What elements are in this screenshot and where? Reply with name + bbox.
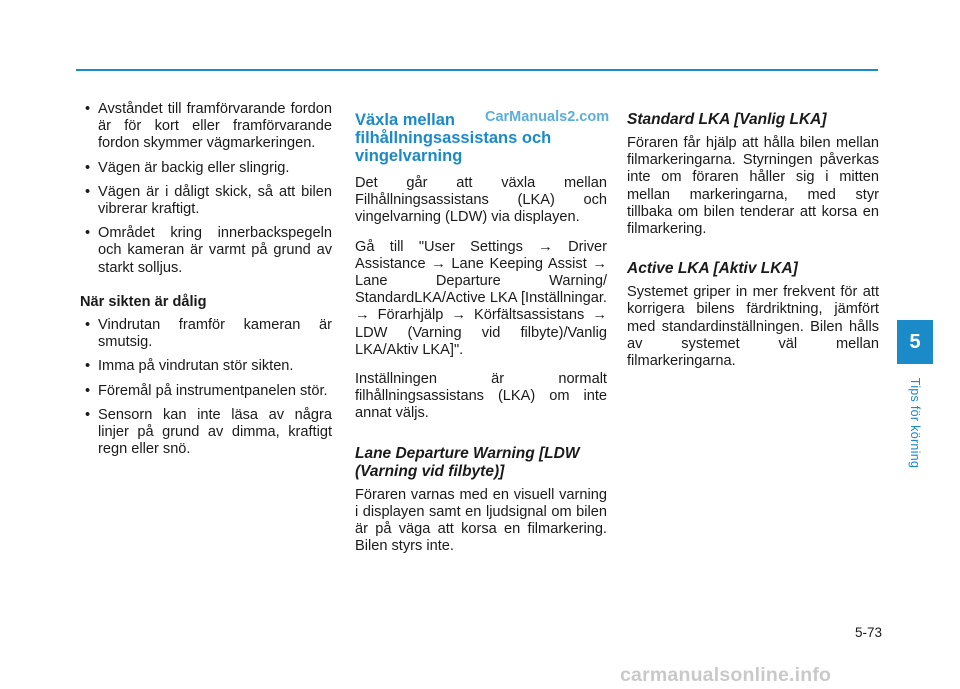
column-3 [627,101,879,382]
conditions-list [80,101,332,277]
list-item: • Sensorn kan inte läsa av några linjer på grund av dimma, kraftigt regn eller snö. [80,407,332,459]
list-item: • Vägen är i dåligt skick, så att bilen vibrerar kraftigt. [80,184,332,218]
visibility-list [80,317,332,458]
list-item: • Imma på vindrutan stör sikten. [80,358,332,375]
top-rule [76,69,878,71]
list-item: • Föremål på instrumentpanelen stör. [80,383,332,400]
paragraph: Inställningen är normalt filhållningsassistans (LKA) om inte annat väljs. [355,371,607,422]
standard-lka-subtitle: Standard LKA [Vanlig LKA] [627,111,827,128]
paragraph: Systemet griper in mer frekvent för att korrigera bilens färdriktning, jämfört med standardinställningen. Bilen hålls av systemet väl mellan filmarkeringarna. [627,284,879,370]
poor-visibility-heading: När sikten är dålig [80,293,207,310]
paragraph: Föraren får hjälp att hålla bilen mellan filmarkeringarna. Styrningen påverkas inte om föraren håller sig i mitten mellan markeringarna, med styr tillbaka om bilen tenderar att korsa en filmarkering. [627,135,879,238]
chapter-label: Tips för körning [908,377,922,469]
chapter-number-tab: 5 [897,320,933,364]
ldw-subtitle: Lane Departure Warning [LDW (Varning vid filbyte)] [355,444,580,480]
page-number: 5-73 [854,625,882,640]
column-1 [80,101,332,470]
paragraph: Det går att växla mellan Filhållningsassistans (LKA) och vingelvarning (LDW) via displayen. [355,175,607,226]
section-title: Växla mellan filhållningsassistans och vingelvarning [355,111,552,165]
column-2 [355,101,610,567]
list-item: • Vindrutan framför kameran är smutsig. [80,317,332,351]
settings-path-paragraph: Gå till "User Settings → Driver Assistance → Lane Keeping Assist → Lane Departure Warning/ StandardLKA/Active LKA [Inställningar. → Förarhjälp → Körfältsassistans → LDW (Varning vid filbyte)/Vanlig LKA/Aktiv LKA]". [355,238,607,358]
site-watermark: CarManuals2.com [485,109,610,125]
footer-watermark: carmanualsonline.info [620,664,832,686]
list-item: • Avståndet till framförvarande fordon är för kort eller framförvarande fordon skymmer vägmarkeringen. [80,101,332,153]
active-lka-subtitle: Active LKA [Aktiv LKA] [627,260,798,278]
list-item: • Området kring innerbackspegeln och kameran är varmt på grund av starkt solljus. [80,225,332,277]
paragraph: Föraren varnas med en visuell varning i displayen samt en ljudsignal om bilen är på väga att korsa en filmarkering. Bilen styrs inte. [355,486,607,555]
list-item: • Vägen är backig eller slingrig. [80,160,332,177]
